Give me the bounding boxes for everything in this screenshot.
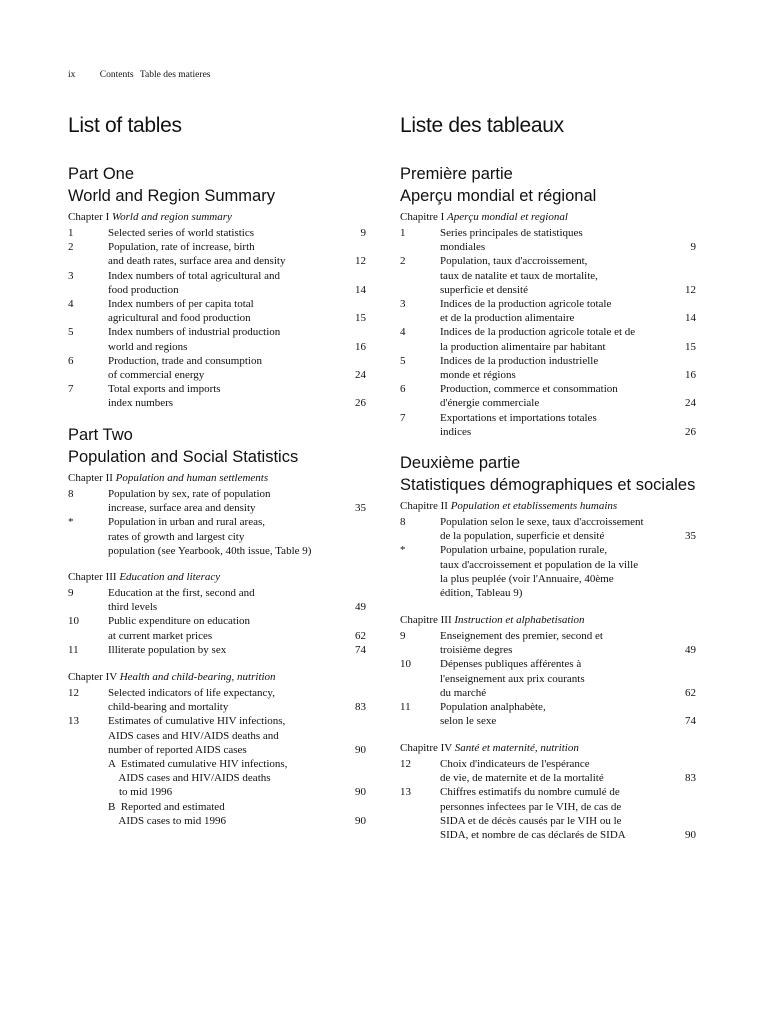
entry-title	[108, 487, 271, 515]
page-number: ix	[68, 70, 76, 80]
entry-title-line: Production, commerce et consommation	[440, 383, 618, 396]
entry-title-line: la plus peuplée (voir l'Annuaire, 40ème	[440, 572, 614, 585]
entry-title-line: Illiterate population by sex	[108, 643, 227, 656]
entry-title-line: AIDS cases and HIV/AIDS deaths	[108, 772, 271, 785]
entry-title-line: Production, trade and consumption	[108, 354, 262, 367]
entry-title	[440, 382, 618, 410]
entry-page-number: 14	[685, 312, 696, 325]
entry-title-line: de la population, superficie et densité	[440, 530, 605, 543]
left-part-one-label: Part One	[68, 165, 135, 183]
header-subtitle: Table des matieres	[139, 70, 211, 80]
entry-page-number: 14	[355, 283, 366, 296]
entry-number: *	[400, 544, 406, 557]
entry-title	[440, 757, 604, 785]
entry-title-line: AIDS cases to mid 1996	[108, 814, 226, 827]
entry-page-number: 35	[355, 502, 366, 515]
left-part-one-name: World and Region Summary	[68, 187, 275, 205]
entry-page-number: 15	[685, 340, 696, 353]
entry-title-line: du marché	[440, 686, 487, 699]
entry-title-line: Selected series of world statistics	[108, 227, 255, 239]
entry-page-number: 24	[355, 368, 366, 381]
entry-page-number: 35	[685, 530, 696, 543]
entry-page-number: 16	[685, 368, 696, 381]
chapter-name: Population et etablissements humains	[450, 500, 618, 512]
entry-title	[440, 354, 598, 382]
entry-number: 10	[68, 615, 79, 628]
right-chapter-2-heading	[400, 500, 617, 512]
entry-title-line: selon le sexe	[440, 715, 497, 728]
right-part-one-label: Première partie	[400, 165, 513, 183]
entry-title-line: SIDA et de décès causés par le VIH ou le	[440, 814, 622, 827]
right-chapter-3-heading	[400, 614, 585, 626]
page-header	[68, 70, 218, 80]
left-chapter-2-heading	[68, 472, 268, 484]
entry-title-line: Chiffres estimatifs du nombre cumulé de	[440, 786, 620, 799]
entry-number: 6	[400, 383, 406, 396]
right-part-two-label: Deuxième partie	[400, 454, 521, 472]
entry-title-line: et de la production alimentaire	[440, 312, 575, 325]
entry-page-number: 26	[355, 397, 366, 410]
entry-title	[108, 382, 221, 410]
entry-page-number: 15	[355, 312, 366, 325]
entry-title-line: Population in urban and rural areas,	[108, 516, 266, 529]
entry-number: 6	[68, 354, 74, 367]
entry-title-line: B Reported and estimated	[108, 800, 225, 813]
entry-title	[440, 297, 611, 325]
left-chapter-3-heading	[68, 571, 220, 583]
entry-number: 10	[400, 658, 411, 671]
chapter-label: Chapitre I	[400, 211, 445, 223]
entry-title-line: Enseignement des premier, second et	[440, 630, 603, 642]
entry-page-number: 12	[355, 255, 366, 268]
entry-page-number: 90	[685, 828, 696, 841]
entry-number: 13	[400, 786, 411, 799]
entry-title-line: Exportations et importations totales	[440, 411, 597, 424]
entry-title	[108, 354, 262, 382]
entry-title	[440, 785, 626, 842]
entry-page-number: 62	[685, 686, 696, 699]
entry-number: 1	[400, 227, 406, 239]
entry-page-number: 49	[685, 644, 696, 657]
entry-title-line: and death rates, surface area and density	[108, 255, 286, 268]
entry-number: 11	[68, 643, 79, 656]
entry-title-line: taux de natalite et taux de mortalite,	[440, 269, 598, 282]
entry-title-line: Public expenditure on education	[108, 615, 251, 628]
entry-title-line: la production alimentaire par habitant	[440, 340, 606, 353]
entry-title-line: Total exports and imports	[108, 383, 221, 396]
entry-title-line: indices	[440, 425, 472, 438]
entry-title-line: increase, surface area and density	[108, 502, 256, 515]
entry-title	[108, 757, 287, 800]
entry-title-line: Indices de la production industrielle	[440, 354, 599, 367]
entry-title-line: Choix d'indicateurs de l'espérance	[440, 758, 590, 770]
entry-title	[108, 686, 275, 714]
chapter-name: Education and literacy	[119, 571, 221, 583]
entry-number: 8	[68, 488, 74, 500]
entry-title-line: index numbers	[108, 397, 174, 410]
left-title: List of tables	[68, 114, 182, 137]
entry-title-line: Population, taux d'accroissement,	[440, 255, 588, 268]
entry-title-line: AIDS cases and HIV/AIDS deaths and	[108, 729, 279, 742]
entry-title	[440, 411, 597, 439]
entry-number: 1	[68, 227, 74, 239]
entry-number: 4	[400, 326, 406, 339]
entry-number: 3	[68, 269, 74, 282]
entry-title	[440, 700, 546, 728]
entry-title-line: Index numbers of total agricultural and	[108, 269, 280, 282]
entry-number: 5	[68, 326, 74, 339]
entry-title-line: Indices de la production agricole totale et de	[440, 326, 636, 339]
right-part-two-name: Statistiques démographiques et sociales	[400, 476, 696, 494]
right-chapter-4-heading	[400, 742, 579, 754]
entry-title	[440, 226, 583, 254]
entry-page-number: 62	[355, 629, 366, 642]
entry-title-line: Dépenses publiques afférentes à	[440, 658, 582, 671]
entry-title-line: Population urbaine, population rurale,	[440, 544, 608, 557]
entry-title-line: personnes infectees par le VIH, de cas de	[440, 800, 622, 813]
entry-page-number: 16	[355, 340, 366, 353]
chapter-label: Chapter I	[68, 211, 110, 223]
entry-page-number: 90	[355, 814, 366, 827]
entry-title	[108, 226, 254, 240]
entry-title	[440, 629, 603, 657]
entry-page-number: 90	[355, 786, 366, 799]
entry-title	[108, 800, 226, 828]
entry-title-line: SIDA, et nombre de cas déclarés de SIDA	[440, 829, 626, 841]
entry-title-line: food production	[108, 283, 179, 296]
entry-title-line: Indices de la production agricole totale	[440, 298, 612, 310]
entry-page-number: 9	[360, 227, 366, 239]
entry-title-line: Index numbers of industrial production	[108, 326, 281, 339]
entry-title-line: mondiales	[440, 241, 486, 254]
entry-title-line: agricultural and food production	[108, 312, 251, 325]
left-part-two-name: Population and Social Statistics	[68, 448, 299, 466]
entry-page-number: 9	[690, 241, 696, 254]
entry-title	[440, 325, 635, 353]
right-chapter-1-heading	[400, 211, 568, 223]
entry-title-line: of commercial energy	[108, 369, 205, 381]
left-chapter-1-heading	[68, 211, 232, 223]
right-part-one-name: Aperçu mondial et régional	[400, 187, 597, 205]
entry-title-line: A Estimated cumulative HIV infections,	[108, 758, 288, 770]
entry-title	[108, 297, 254, 325]
entry-title-line: third levels	[108, 601, 158, 614]
header-contents: Contents	[99, 70, 134, 80]
entry-title	[440, 515, 644, 543]
entry-number: 4	[68, 298, 74, 310]
entry-number: 2	[68, 241, 74, 254]
entry-title-line: rates of growth and largest city	[108, 530, 245, 543]
entry-page-number: 24	[685, 397, 696, 410]
entry-title-line: monde et régions	[440, 369, 516, 381]
entry-number: 11	[400, 701, 411, 713]
entry-title-line: superficie et densité	[440, 283, 528, 296]
entry-title-line: Population, rate of increase, birth	[108, 241, 255, 254]
entry-number: 12	[68, 687, 79, 699]
entry-number: *	[68, 516, 74, 529]
entry-title	[108, 714, 285, 757]
entry-title-line: Estimates of cumulative HIV infections,	[108, 715, 286, 728]
entry-page-number: 49	[355, 601, 366, 614]
entry-number: 12	[400, 758, 411, 770]
entry-title	[108, 643, 226, 657]
entry-number: 9	[400, 630, 406, 642]
entry-title	[108, 614, 250, 642]
chapter-label: Chapter III	[68, 571, 117, 583]
entry-page-number: 26	[685, 425, 696, 438]
entry-title-line: number of reported AIDS cases	[108, 743, 247, 756]
entry-number: 9	[68, 587, 74, 599]
entry-title	[440, 254, 598, 297]
entry-page-number: 83	[355, 701, 366, 714]
chapter-name: Instruction et alphabetisation	[454, 614, 585, 626]
entry-title-line: Index numbers of per capita total	[108, 298, 254, 310]
entry-title-line: to mid 1996	[108, 786, 173, 799]
entry-page-number: 90	[355, 743, 366, 756]
entry-title-line: Selected indicators of life expectancy,	[108, 687, 275, 699]
entry-title-line: taux d'accroissement et population de la ville	[440, 558, 639, 571]
entry-title-line: de vie, de maternite et de la mortalité	[440, 772, 604, 785]
entry-title	[440, 543, 638, 600]
entry-number: 7	[68, 383, 74, 396]
entry-title-line: Education at the first, second and	[108, 587, 255, 599]
chapter-name: World and region summary	[111, 211, 232, 223]
entry-number: 2	[400, 255, 406, 268]
entry-title-line: world and regions	[108, 340, 188, 353]
entry-title-line: troisième degres	[440, 644, 513, 657]
entry-number: 7	[400, 411, 406, 424]
entry-number: 13	[68, 715, 79, 728]
entry-number: 3	[400, 298, 406, 310]
chapter-name: Health and child-bearing, nutrition	[119, 671, 276, 683]
entry-title-line: population (see Yearbook, 40th issue, Table 9)	[108, 544, 312, 557]
entry-title	[108, 515, 311, 558]
entry-title-line: Series principales de statistiques	[440, 227, 583, 239]
right-title: Liste des tableaux	[400, 114, 564, 137]
entry-title-line: at current market prices	[108, 629, 213, 642]
left-chapter-4-heading	[68, 671, 276, 683]
entry-page-number: 74	[685, 715, 696, 728]
chapter-label: Chapitre IV	[400, 742, 453, 754]
chapter-label: Chapitre II	[400, 500, 448, 512]
entry-page-number: 12	[685, 283, 696, 296]
chapter-name: Santé et maternité, nutrition	[454, 742, 579, 754]
entry-number: 5	[400, 354, 406, 367]
chapter-name: Population and human settlements	[115, 472, 269, 484]
entry-page-number: 83	[685, 772, 696, 785]
chapter-label: Chapter IV	[68, 671, 117, 683]
left-part-two-label: Part Two	[68, 426, 133, 444]
entry-title-line: édition, Tableau 9)	[440, 587, 523, 599]
entry-title-line: Population by sex, rate of population	[108, 488, 271, 500]
entry-title-line: d'énergie commerciale	[440, 397, 540, 410]
entry-title	[108, 269, 280, 297]
entry-title-line: l'enseignement aux prix courants	[440, 672, 585, 685]
entry-title-line: Population analphabète,	[440, 701, 546, 713]
entry-title	[108, 325, 280, 353]
chapter-label: Chapter II	[68, 472, 113, 484]
entry-title	[440, 657, 585, 700]
chapter-label: Chapitre III	[400, 614, 452, 626]
entry-title	[108, 240, 285, 268]
entry-title-line: Population selon le sexe, taux d'accroissement	[440, 516, 644, 528]
entry-title	[108, 586, 255, 614]
chapter-name: Aperçu mondial et regional	[447, 211, 568, 223]
entry-number: 8	[400, 516, 406, 528]
entry-page-number: 74	[355, 643, 366, 656]
entry-title-line: child-bearing and mortality	[108, 701, 229, 714]
